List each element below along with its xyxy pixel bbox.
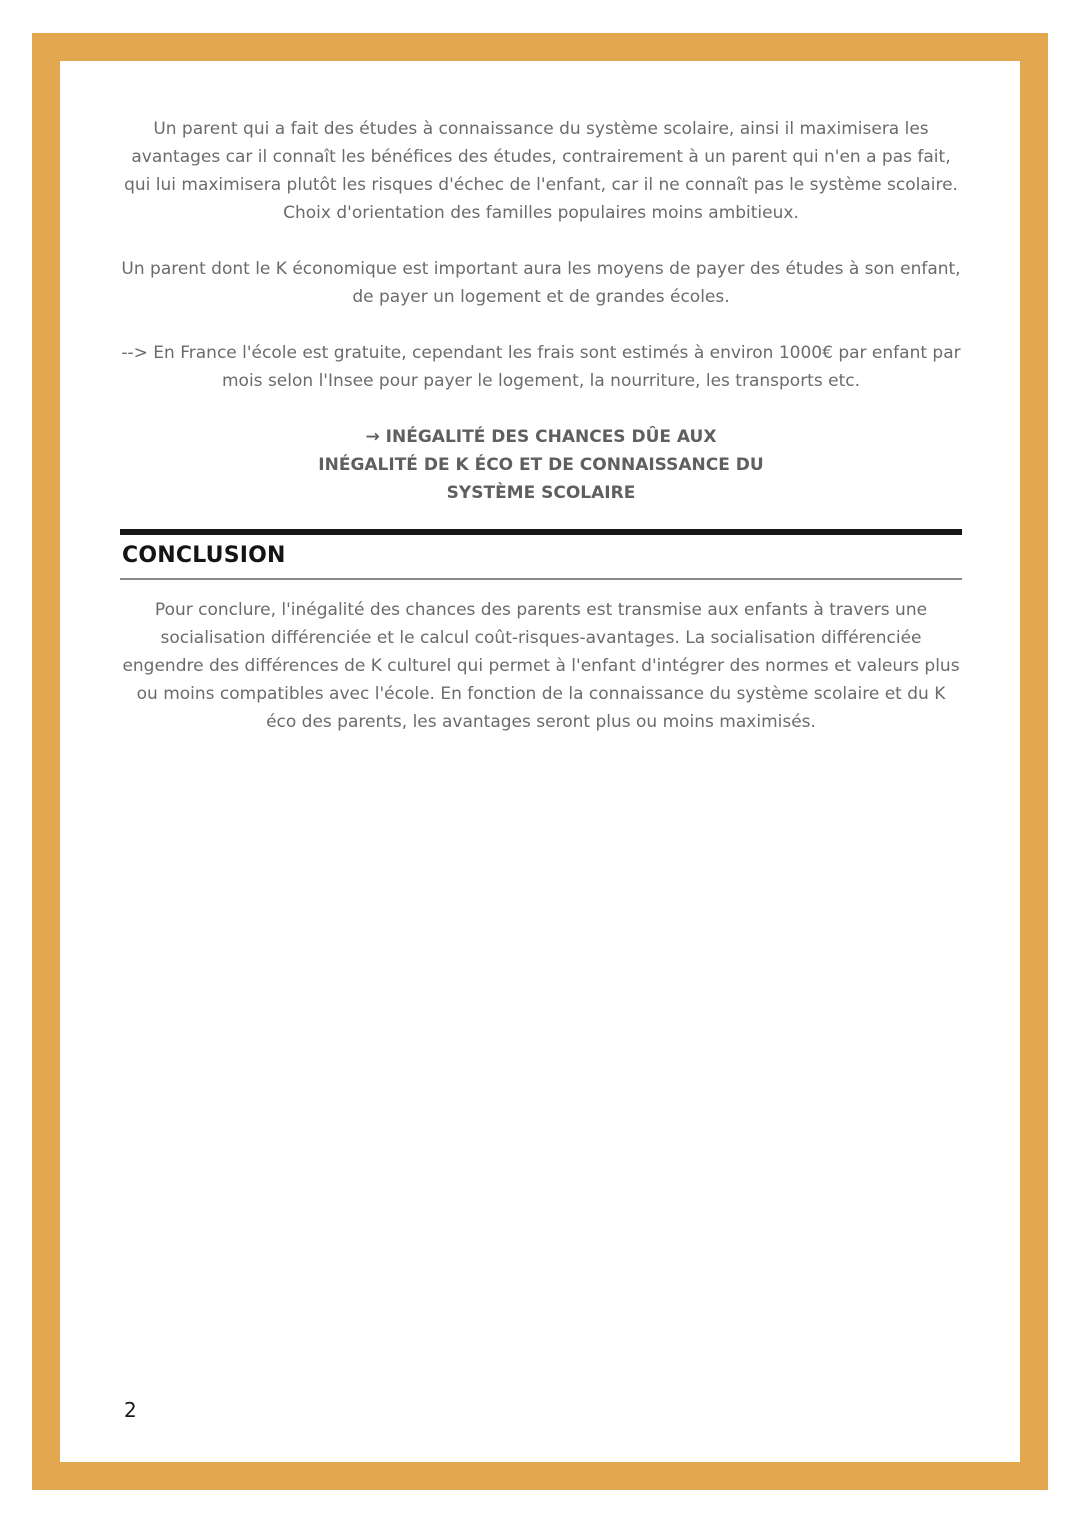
conclusion-heading-block bbox=[120, 529, 962, 580]
conclusion-paragraph: Pour conclure, l'inégalité des chances des parents est transmise aux enfants à travers une socialisation différenciée et le calcul coût-risques-avantages. La socialisation différenciée engendre des différences de K culturel qui permet à l'enfant d'intégrer des normes et valeurs plus ou moins compatibles avec l'école. En fonction de la connaissance du système scolaire et du K éco des parents, les avantages seront plus ou moins maximisés. bbox=[122, 600, 960, 732]
body-paragraph-frais-scolarite: --> En France l'école est gratuite, cependant les frais sont estimés à environ 1000€ par enfant par mois selon l'Insee pour payer le logement, la nourriture, les transports etc. bbox=[121, 343, 961, 391]
highlight-note-line: SYSTÈME SCOLAIRE bbox=[446, 483, 636, 503]
highlight-note bbox=[120, 423, 962, 507]
body-paragraph-orientation: Un parent qui a fait des études à connaissance du système scolaire, ainsi il maximisera les avantages car il connaît les bénéfices des études, contrairement à un parent qui n'en a pas fait, qui lui maximisera plutôt les risques d'échec de l'enfant, car il ne connaît pas le système scolaire. Choix d'orientation des familles populaires moins ambitieux. bbox=[124, 119, 958, 223]
text-column bbox=[120, 115, 962, 736]
body-paragraph-capital-economique: Un parent dont le K économique est important aura les moyens de payer des études à son enfant, de payer un logement et de grandes écoles. bbox=[121, 259, 961, 307]
document-page-frame bbox=[32, 33, 1048, 1490]
highlight-note-line: INÉGALITÉ DE K ÉCO ET DE CONNAISSANCE DU bbox=[318, 455, 764, 475]
page-number: 2 bbox=[124, 1398, 137, 1422]
conclusion-heading: CONCLUSION bbox=[122, 543, 286, 568]
document-page bbox=[60, 61, 1020, 1462]
highlight-note-line: → INÉGALITÉ DES CHANCES DÛE AUX bbox=[365, 427, 717, 447]
